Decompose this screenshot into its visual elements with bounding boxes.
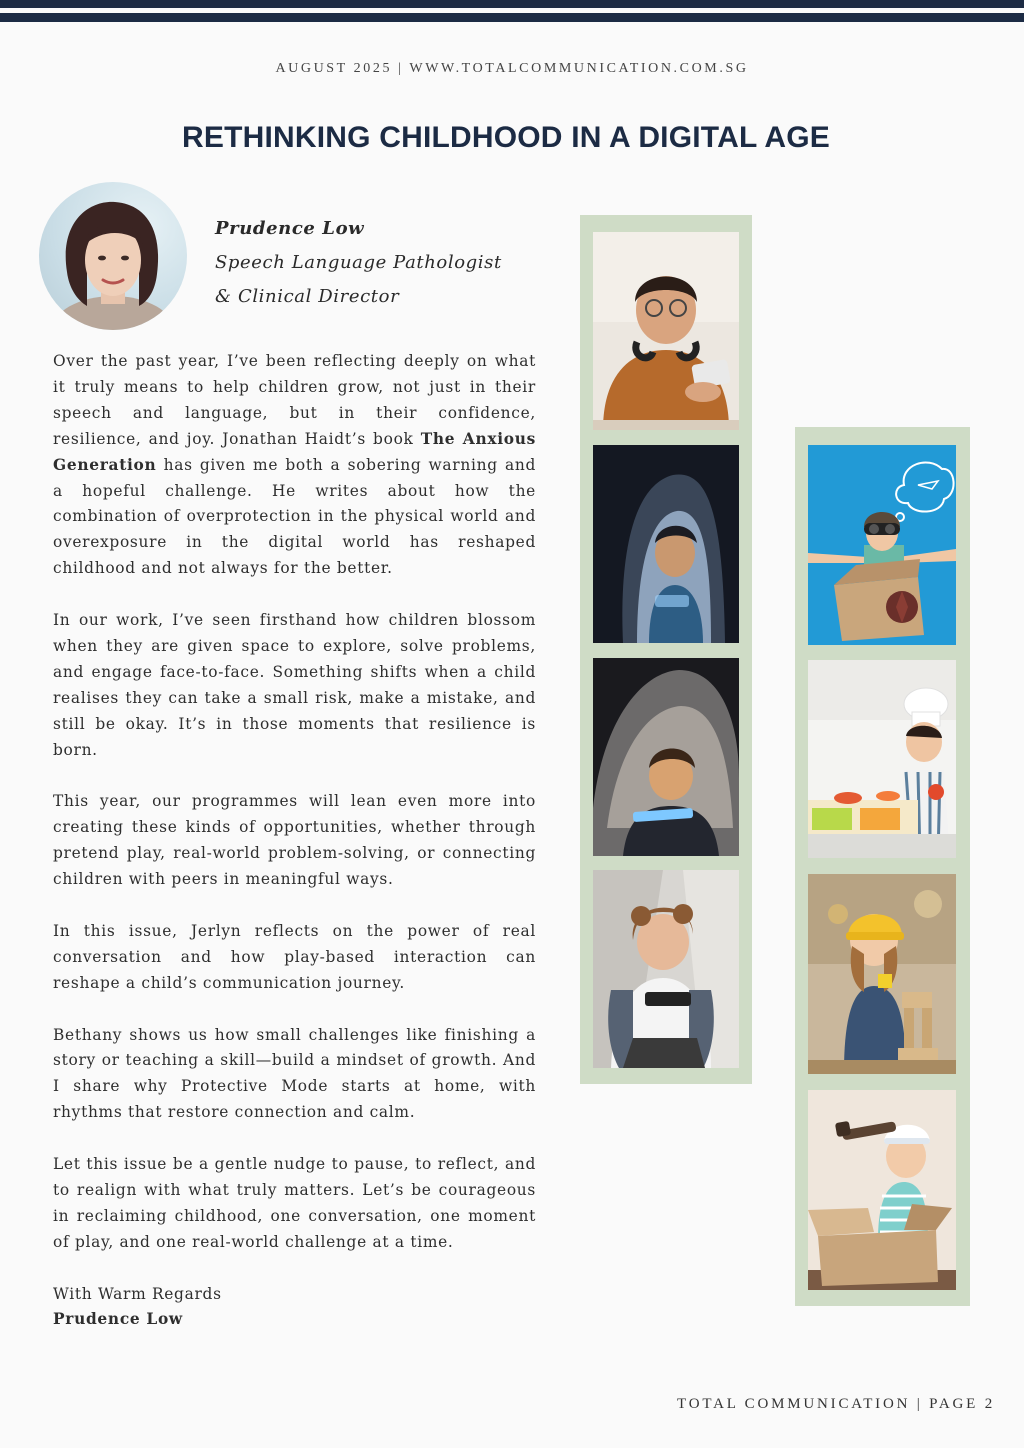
- top-border-bar: [0, 0, 1024, 8]
- book-title: The Anxious Generation: [53, 429, 536, 474]
- paragraph-6: Let this issue be a gentle nudge to pause, to reflect, and to realign with what truly matters. Let’s be courageous in reclaiming childhood, one conversation, one moment of play, and one real-world challenge at a time.: [53, 1155, 536, 1251]
- photo-child-builder-helmet: [808, 874, 956, 1074]
- photo-child-with-tablet-on-sofa: [593, 870, 739, 1068]
- page-title: RETHINKING CHILDHOOD IN A DIGITAL AGE: [182, 121, 830, 154]
- paragraph-4: In this issue, Jerlyn reflects on the power of real conversation and how play-based interaction can reshape a child’s communication journey.: [53, 921, 536, 992]
- author-info: [215, 212, 502, 314]
- page-footer: TOTAL COMMUNICATION | PAGE 2: [677, 1396, 995, 1412]
- author-name: Prudence Low: [215, 218, 365, 239]
- paragraph-1: [53, 349, 536, 582]
- photo-child-telescope-in-box: [808, 1090, 956, 1290]
- photo-child-under-blanket-1: [593, 445, 739, 643]
- paragraph-1-intro: Over the past year, I’ve been reflecting deeply on what it truly means to help children grow, not just in their speech and language, but in their confidence, resilience, and joy. Jonathan Haidt’s book: [53, 352, 536, 448]
- photo-boy-with-phone: [593, 232, 739, 430]
- paragraph-5: Bethany shows us how small challenges like finishing a story or teaching a skill—build a mindset of growth. And I share why Protective Mode starts at home, with rhythms that restore connection and calm.: [53, 1025, 536, 1122]
- author-portrait-illustration: [39, 182, 187, 330]
- dateline: AUGUST 2025 | WWW.TOTALCOMMUNICATION.COM.SG: [275, 61, 749, 76]
- top-border-bar-secondary: [0, 13, 1024, 22]
- author-portrait: [39, 182, 187, 330]
- paragraph-3: This year, our programmes will lean even more into creating these kinds of opportunities, whether through pretend play, real-world problem-solving, or connecting children with peers in meaningful ways.: [53, 792, 536, 889]
- article-body: [53, 349, 536, 1333]
- signature: Prudence Low: [53, 1310, 183, 1329]
- paragraph-2: In our work, I’ve seen firsthand how children blossom when they are given space to explore, solve problems, and engage face-to-face. Something shifts when a child realises they can take a small risk, make a mistake, and still be okay. It’s in those moments that resilience is born.: [53, 611, 536, 759]
- photo-child-chef-playing: [808, 660, 956, 858]
- signoff: With Warm Regards: [53, 1284, 222, 1303]
- photo-child-under-blanket-2: [593, 658, 739, 856]
- paragraph-1-rest: has given me both a sobering warning and a hopeful challenge. He writes about how the combination of overprotection in the physical world and overexposure in the digital world has reshaped childhood and not always for the better.: [53, 455, 536, 578]
- photo-child-pilot-in-box: [808, 445, 956, 645]
- author-role-line-1: Speech Language Pathologist: [215, 252, 502, 273]
- author-role-line-2: & Clinical Director: [215, 286, 400, 307]
